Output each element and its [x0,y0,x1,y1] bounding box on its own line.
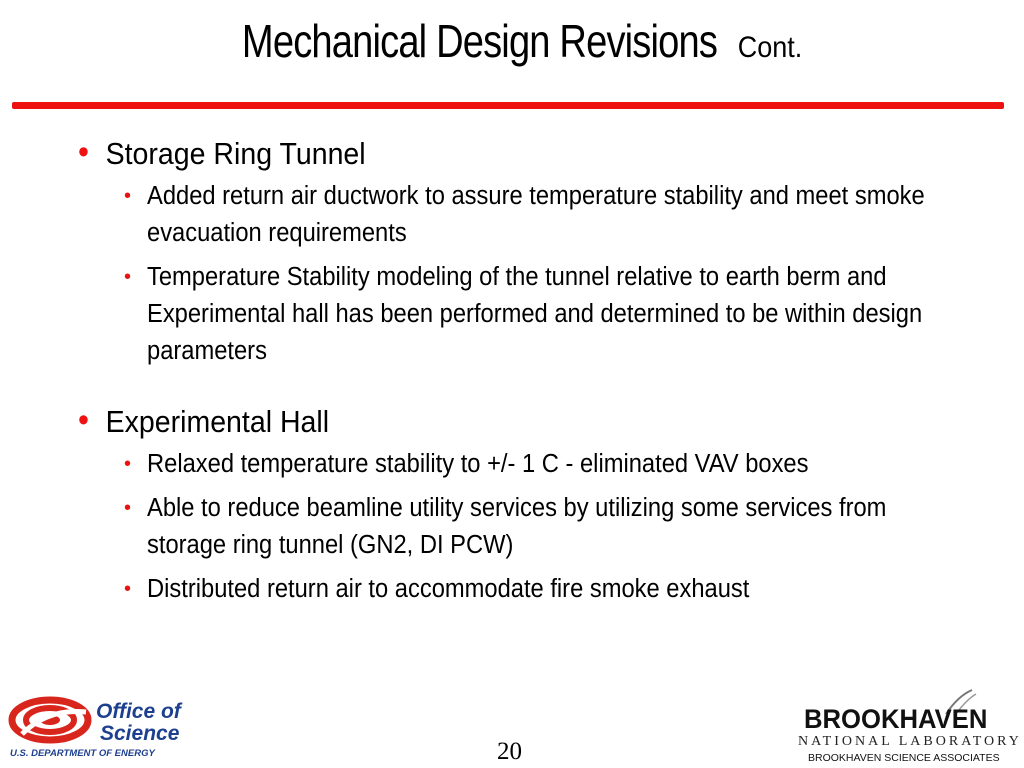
title-divider [12,102,1004,109]
section-heading-text: Experimental Hall [105,404,330,439]
bullet-icon: • [78,133,89,171]
list-item [78,446,978,483]
bnl-logo [796,688,1022,764]
page-number: 20 [497,738,522,765]
list-item [78,259,978,370]
list-item [78,490,978,564]
sub-bullet-icon: • [124,266,132,288]
list-item-text: Relaxed temperature stability to +/- 1 C - eliminated VAV boxes [147,450,809,478]
bnl-associates: BROOKHAVEN SCIENCE ASSOCIATES [808,752,1000,764]
title-suffix: Cont. [737,31,803,64]
sub-bullet-icon: • [124,453,132,475]
list-item [78,178,978,252]
sub-bullet-list [78,446,978,608]
slide-title [0,14,1024,68]
section-heading-text: Storage Ring Tunnel [105,136,366,171]
bnl-name: BROOKHAVEN [804,704,988,734]
title-main: Mechanical Design Revisions [242,15,718,67]
section-experimental-hall [78,402,978,608]
doe-line1: Office of [96,700,181,723]
section-heading [78,402,906,442]
list-item-text: Temperature Stability modeling of the tunnel relative to earth berm and Experimental hall has been performed and determined to be within design parameters [147,263,923,365]
list-item-text: Added return air ductwork to assure temperature stability and meet smoke evacuation requirements [147,182,925,247]
doe-swirl-logo-icon [8,690,218,760]
list-item [78,571,978,608]
sub-bullet-icon: • [124,497,132,519]
doe-line2: Science [100,722,180,745]
doe-office-of-science-logo [8,690,218,760]
doe-line3: U.S. DEPARTMENT OF ENERGY [10,748,155,759]
list-item-text: Able to reduce beamline utility services by utilizing some services from storage ring tunnel (GN2, DI PCW) [147,494,887,559]
section-heading [78,134,906,174]
sub-bullet-icon: • [124,578,132,600]
slide-title-wrap [221,14,802,68]
bnl-subtitle: NATIONAL LABORATORY [798,734,1022,749]
sub-bullet-list [78,178,978,370]
bullet-icon: • [78,401,89,439]
section-storage-ring-tunnel [78,134,978,370]
sub-bullet-icon: • [124,185,132,207]
list-item-text: Distributed return air to accommodate fire smoke exhaust [147,575,750,603]
slide-body [78,134,978,615]
